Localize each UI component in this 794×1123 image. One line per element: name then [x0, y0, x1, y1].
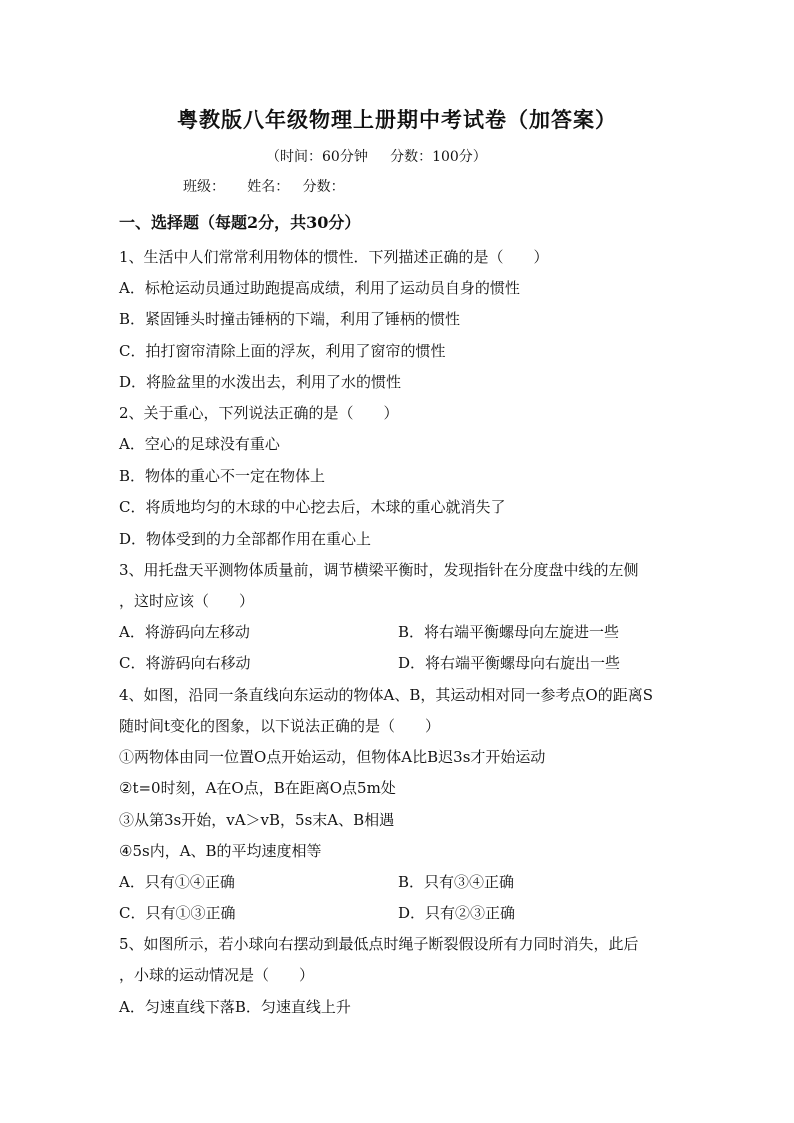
- q4-statement-4: ④5s内，A、B的平均速度相等: [119, 842, 322, 860]
- q1-option-c: C．拍打窗帘清除上面的浮灰，利用了窗帘的惯性: [119, 342, 446, 360]
- student-info-line: 班级： 姓名： 分数：: [183, 179, 345, 195]
- q4-option-d: D．只有②③正确: [398, 904, 516, 922]
- q2-option-d: D．物体受到的力全部都作用在重心上: [119, 530, 372, 548]
- q2-option-c: C．将质地均匀的木球的中心挖去后，木球的重心就消失了: [119, 498, 506, 516]
- q5-stem-line2: ，小球的运动情况是（ ）: [119, 966, 315, 984]
- q2-option-a: A．空心的足球没有重心: [119, 435, 280, 453]
- q3-option-d: D．将右端平衡螺母向右旋出一些: [398, 654, 621, 672]
- exam-time-score: （时间：60分钟 分数：100分）: [266, 149, 487, 165]
- q2-stem: 2、关于重心，下列说法正确的是（ ）: [119, 404, 399, 422]
- q1-option-b: B．紧固锤头时撞击锤柄的下端，利用了锤柄的惯性: [119, 310, 461, 328]
- q1-option-a: A．标枪运动员通过助跑提高成绩，利用了运动员自身的惯性: [119, 279, 520, 297]
- q4-option-a: A．只有①④正确: [119, 873, 235, 891]
- q4-statement-2: ②t=0时刻，A在O点，B在距离O点5m处: [119, 779, 396, 797]
- section-title-choice: 一、选择题（每题2分，共30分）: [119, 213, 361, 232]
- q4-statement-1: ①两物体由同一位置O点开始运动，但物体A比B迟3s才开始运动: [119, 748, 546, 766]
- q4-option-c: C．只有①③正确: [119, 904, 236, 922]
- q5-stem-line1: 5、如图所示，若小球向右摆动到最低点时绳子断裂假设所有力同时消失，此后: [119, 935, 639, 953]
- q3-option-a: A．将游码向左移动: [119, 623, 250, 641]
- q4-stem-line2: 随时间t变化的图象，以下说法正确的是（ ）: [119, 717, 441, 735]
- q4-statement-3: ③从第3s开始，vA＞vB，5s末A、B相遇: [119, 811, 395, 829]
- q4-option-b: B．只有③④正确: [398, 873, 515, 891]
- q3-option-c: C．将游码向右移动: [119, 654, 251, 672]
- q1-option-d: D．将脸盆里的水泼出去，利用了水的惯性: [119, 373, 402, 391]
- q3-option-b: B．将右端平衡螺母向左旋进一些: [398, 623, 620, 641]
- q5-option-ab: A．匀速直线下落B．匀速直线上升: [119, 998, 351, 1016]
- q1-stem: 1、生活中人们常常利用物体的惯性．下列描述正确的是（ ）: [119, 248, 549, 266]
- q4-stem-line1: 4、如图，沿同一条直线向东运动的物体A、B，其运动相对同一参考点O的距离S: [119, 686, 653, 704]
- q3-stem-line2: ，这时应该（ ）: [119, 592, 255, 610]
- q3-stem-line1: 3、用托盘天平测物体质量前，调节横梁平衡时，发现指针在分度盘中线的左侧: [119, 561, 639, 579]
- q2-option-b: B．物体的重心不一定在物体上: [119, 467, 326, 485]
- exam-title: 粤教版八年级物理上册期中考试卷（加答案）: [177, 107, 617, 132]
